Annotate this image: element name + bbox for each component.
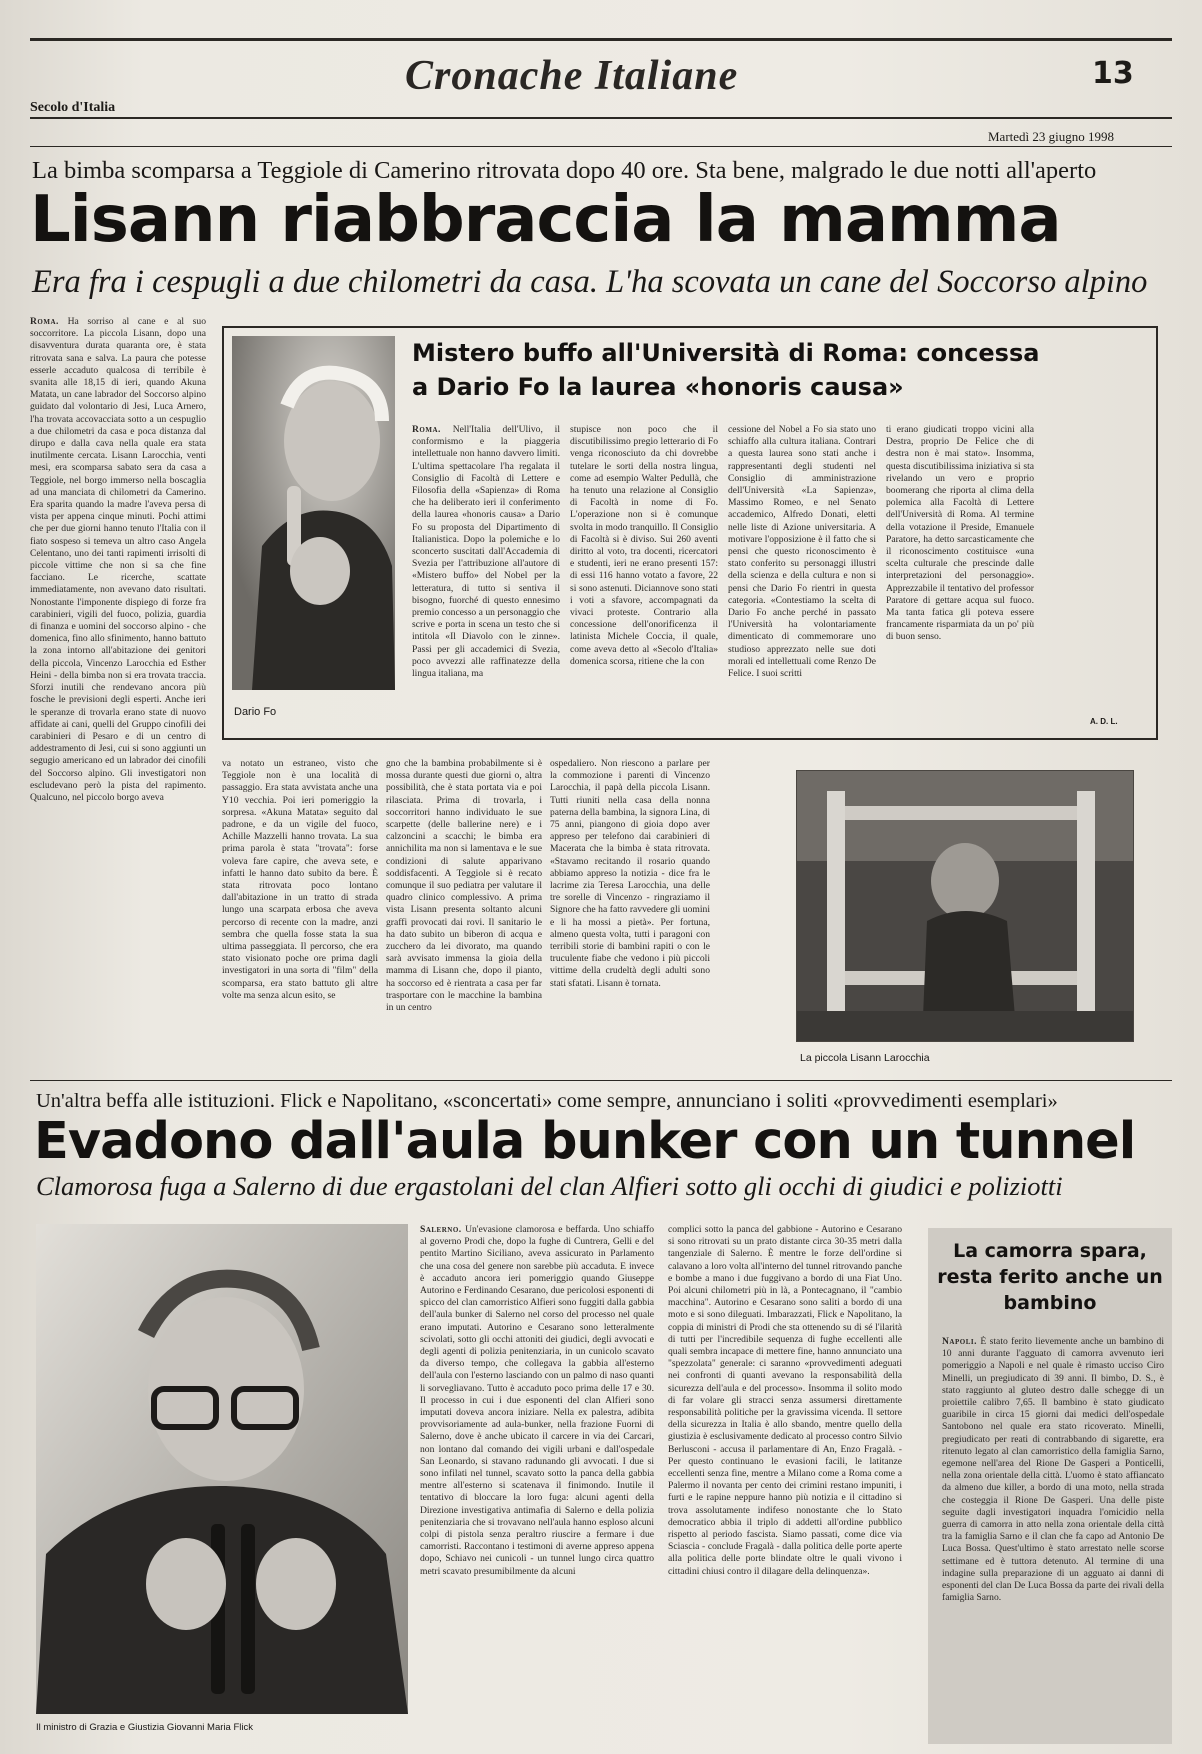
story2-dateline: Salerno. [420,1224,462,1235]
story1-text-1: Ha sorriso al cane e al suo soccorritore. La piccola Lisann, dopo una disavventura durata quaranta ore, è stata ritrovata sana e salva. La paura che potesse esserle accaduto qualcosa di terribile è svanita alle 18,15 di ieri, quando Akuna Matata, un cane labrador del Soccorso alpino guidato dal volontario di Jesi, Luca Arnero, l'ha trovata accovacciata sotto a un cespuglio a due chilometri da casa e poca distanza dal dirupo e dalla cava nella quale era stata inutilmente cercata. Lisann Larocchia, venti mesi, era scomparsa sabato sera da casa a Teggiole, nel borgo immerso nella boscaglia ad una manciata di chilometri da Camerino. Era sparita quando la madre l'aveva persa di vista per appena cinque minuti. Pochi attimi che per due giorni hanno tenuto l'Italia con il fiato sospeso si temeva un altro caso Angela Celentano, uno dei tanti rapimenti irrisolti di piccole vittime che non si sa che fine facciano. Le ricerche, scattate immediatamente, non avevano dato risultati. Nonostante l'imponente dispiego di forze fra carabinieri, vigili del fuoco, polizia, guardia di finanza e uomini del soccorso alpino - che domenica, fino allo sfinimento, hanno battuto la zona intorno all'abitazione dei genitori della piccola, Vincenzo Larocchia ed Esther Heini - della bimba non si era trovata traccia. Sforzi inutili che rendevano ancora più fosche le previsioni degli esperti. Anche ieri le speranze di trovarla erano state di nuovo affidate ai cani, quelli del Gruppo cinofili dei carabinieri di Pesaro e di un centro di addestramento di Jesi, cui si sono aggiunti un segugio americano ed un labrador dei cinofili del Soccorso alpino. Gli investigatori non escludevano però la pista del rapimento. Qualcuno, nel piccolo borgo aveva [30,316,206,803]
story1-column-2: va notato un estraneo, visto che Teggiole non è una località di passaggio. Era stata avvistata anche una Y10 vecchia. Poi ieri pomeriggio la sorpresa. «Akuna Matata» seguito dal padrone, e da un vigile del fuoco, Achille Mazzelli hanno trovata. La sua prima parola è stata "trovata": forse voleva fare capire, che aveva sete, e infatti le hanno dato subito da bere. È stata ritrovata poco lontano dall'abitazione in un tratto di strada lungo una scarpata erbosa che aveva percorso di recente con la madre, anzi sembra che quella fosse stata la sua ultima passeggiata. Il percorso, che era stato visionato poche ore prima dagli investigatori in una sorta di "film" della scomparsa, era stato battuto gli altre volte ma senza alcun esito, se [222,758,378,1001]
story2-kicker: Un'altra beffa alle istituzioni. Flick e Napolitano, «sconcertati» come sempre, annunciano i soliti «provvedimenti esemplari» [36,1090,1058,1112]
dario-fo-headline: Mistero buffo all'Università di Roma: concessa a Dario Fo la laurea «honoris causa» [412,339,1040,401]
lisann-photo-image [797,771,1133,1041]
lisann-photo-caption: La piccola Lisann Larocchia [800,1052,930,1064]
newspaper-name: Secolo d'Italia [30,100,116,115]
page-number: 13 [1092,56,1134,91]
masthead-top-rule [30,38,1172,41]
masthead-rule-1 [30,117,1172,119]
dario-fo-photo [232,336,395,690]
flick-photo-image [36,1224,408,1714]
flick-photo [36,1224,408,1714]
story1-column-3: gno che la bambina probabilmente si è mossa durante questi due giorni o, altra possibilità, che è stata portata via e poi rilasciata. Prima di trovarla, i soccorritori hanno individuato le sue scarpette (delle ballerine nere) e i calzoncini a scacchi; le bimba era annichilita ma non si lamentava e le sue condizioni di salute apparivano soddisfacenti. A Teggiole si è recato comunque il suo pediatra per valutare il quadro clinico complessivo. A prima vista Lisann presenta soltanto alcuni graffi provocati dai rovi. Il sanitario le ha dato subito un biberon di acqua e zucchero da lei divorato, ma quando sarà avvisato immensa la gioia della mamma di Lisann che, dopo il pianto, ha soccorso ed è rientrata a casa per far trasportare con le macchine la bambina in un centro [386,758,542,1014]
dario-fo-signature: A. D. L. [1090,717,1118,726]
story2-column-2: complici sotto la panca del gabbione - Autorino e Cesarano si sono ritrovati su un prato distante circa 30-35 metri dalla tangenziale di Salerno. È mentre le forze dell'ordine si calavano a loro volta all'interno del tunnel ritrovando panche e bombe a mano i due fuggivano a bordo di una Fiat Uno. Poi alcuni chilometri più in là, a Pontecagnano, il "cambio macchina". Autorino e Cesarano sono saliti a bordo di una moto e si sono dileguati. Imbarazzati, Flick e Napolitano, la coppia di ministri di Prodi che sta ottenendo su di sé l'ilarità di tutti per l'incredibile sequenza di fughe eccellenti alle quali sembra incapace di mettere fine, hanno annunciato una "spezzolata" generale: ci saranno «provvedimenti adeguati nei confronti di quanti avevano la responsabilità della sicurezza dell'aula e del processo». Insomma il solito modo di far volare gli stracci senza assumersi direttamente responsabilità politiche per la gravissima vicenda. Il settore della sicurezza in Italia è allo sbando, mentre quello della giustizia è esclusivamente dedicato al processo contro Silvio Berlusconi - accusa il parlamentare di An, Enzo Fragalà. - Per questo continuano le evasioni facili, le latitanze eccellenti senza fine, mentre a Milano come a Roma come a Palermo il novanta per cento dei crimini restano impuniti, i furti e le rapine neppure hanno più notizia e il cittadino si trova assolutamente indifeso nonostante che lo Stato democratico abbia il triplo di addetti all'ordine pubblico rispetto al periodo fascista. Siamo passati, come dice via Sciascia - conclude Fragalà - dalla politica delle porte aperte alla politica delle porte blindate oltre le quali vivono i cittadini chiusi contro il dilagare della delinquenza». [668,1224,902,1577]
story1-kicker: La bimba scomparsa a Teggiole di Camerino ritrovata dopo 40 ore. Sta bene, malgrado le due notti all'aperto [32,157,1097,184]
masthead-rule-2 [30,146,1172,147]
section-title: Cronache Italiane [405,53,739,99]
camorra-headline: La camorra spara, resta ferito anche un bambino [937,1240,1163,1314]
dario-fo-column-3: cessione del Nobel a Fo sia stato uno schiaffo alla cultura italiana. Contrari a questa laurea sono stati anche i rappresentanti degli studenti nel Consiglio di amministrazione dell'Università «La Sapienza», Massimo Romeo, e nel Senato accademico, Alfredo Donati, eletti nelle liste di Azione universitaria. A motivare l'opposizione è il fatto che si pensi che questo riconoscimento è stato conferito su personaggi illustri della scienza e della cultura e non si pensi che Dario Fo rientri in questa categoria. «Contestiamo la scelta di Dario Fo anche perché in passato l'Università ha volontariamente dimenticato di commemorare uno studioso apprezzato nelle sue doti morali ed intellettuali come Renzo De Felice. I suoi scritti [728,424,876,680]
dario-fo-column-1 [412,424,560,729]
story2-subhead: Clamorosa fuga a Salerno di due ergastolani del clan Alfieri sotto gli occhi di giudici e poliziotti [36,1171,1063,1201]
lisann-photo [796,770,1134,1042]
story-separator [30,1080,1172,1081]
story1-column-4: ospedaliero. Non riescono a parlare per la commozione i parenti di Vincenzo Larocchia, il papà della piccola Lisann. Tutti riuniti nella casa della nonna paterna della bambina, la signora Lina, di 75 anni, piangono di gioia dopo aver appreso per telefono dai carabinieri di Macerata che la bimba è stata ritrovata. «Stavamo recitando il rosario quando abbiamo appreso la notizia - dice fra le lacrime zia Teresa Larocchia, una delle tre sorelle di Vincenzo - ringraziamo il Signore che ha fatto ravvedere gli uomini e li ha mossi a pietà». Per fortuna, almeno questa volta, tutti i paragoni con terribili storie di bambini rapiti o con le truculente fiabe che vedono i più piccoli vittime della crudeltà degli adulti sono stati sfatati. Lisann è tornata. [550,758,710,989]
story1-dateline: Roma. [30,316,59,327]
story1-headline: Lisann riabbraccia la mamma [30,183,1061,257]
story2-column-1 [420,1224,654,1744]
story2-headline: Evadono dall'aula bunker con un tunnel [34,1112,1136,1171]
dario-fo-photo-image [232,336,395,690]
dario-fo-dateline: Roma. [412,424,441,435]
dario-fo-column-2: stupisce non poco che il discutibilissimo pregio letterario di Fo venga riconosciuto da chi dovrebbe tutelare le sorti della nostra lingua, come ad esempio Walter Pedullà, che ha tenuto una relazione al Consiglio di Facoltà in nome di Fo. L'operazione non si è comunque svolta in modo tranquillo. Il Consiglio di Facoltà si è diviso. Sui 260 aventi diritto al voto, tra docenti, ricercatori e studenti, ieri ne erano presenti 157: di essi 116 hanno votato a favore, 22 si sono astenuti. Diciannove sono stati i voti a sfavore, accompagnati da vivaci proteste. Contrario alla concessione dell'onorificenza il latinista Michele Coccia, il quale, come aveva detto al «Secolo d'Italia» domenica scorsa, ritiene che la con [570,424,718,667]
camorra-text: È stato ferito lievemente anche un bambino di 10 anni durante l'agguato di camorra avvenuto ieri pomeriggio a Napoli e nel quale è rimasto ucciso Ciro Minelli, un pregiudicato di 39 anni. Il bimbo, D. S., è stato raggiunto al gluteo destro dalle schegge di un proiettile calibro 7,65. Il bambino è stato giudicato guaribile in circa 15 giorni dai medici dell'ospedale Santobono nel quale era stato ricoverato. Minelli, pregiudicato per reati di contrabbando di sigarette, era ritenuto legato al clan camorristico della famiglia Sarno, egemone nell'area del Rione De Gasperi a Ponticelli, nella zona orientale della città. L'uomo è stato affiancato da almeno due killer, a bordo di una moto, nella strada che costeggia il Rione De Gasperi. Una delle piste seguite dagli investigatori inquadra l'omicidio nella guerra di camorra in atto nella zona orientale della città tra la famiglia Sarno e il clan che fa capo ad Antonio De Luca Bossa. Quest'ultimo è stato arrestato nelle scorse settimane ed è tuttora detenuto. Al termine di una indagine sulla preparazione di un agguato ai danni di esponenti del clan De Luca Bossa da parte dei rivali della famiglia Sarno. [942,1336,1164,1604]
dario-fo-column-4: ti erano giudicati troppo vicini alla Destra, proprio De Felice che di destra non è mai stato». Insomma, questa discutibilissima iniziativa si sta rivelando un vero e proprio boomerang che riporta al clima della polemica alla Facoltà di Lettere dell'Università di Roma. Al termine della votazione il Preside, Emanuele Paratore, ha detto sarcasticamente che il riconoscimento costituisce «una scelta culturale che prescinde dalle interpretazioni del personaggio». Apprezzabile il tentativo del professor Paratore di gettare acqua sul fuoco. Ma tanta fatica gli poteva essere francamente risparmiata da un po' più di buon senso. [886,424,1034,643]
dario-fo-photo-caption: Dario Fo [234,706,277,718]
story2-text-1: Un'evasione clamorosa e beffarda. Uno schiaffo al governo Prodi che, dopo la fughe di Cuntrera, Gelli e del pentito Martino Siciliano, aveva assicurato in Parlamento che una cosa del genere non sarebbe più accaduta. E invece è accaduto ancora ieri pomeriggio quando Giuseppe Autorino e Ferdinando Cesarano, due pericolosi esponenti di spicco del clan camorristico Alfieri sono fuggiti dalla gabbia dell'aula bunker di Salerno nel corso del processo nel quale erano imputati. Autorino e Cesarano sono letteralmente scivolati, sotto gli occhi attoniti dei giudici, degli avvocati e degli agenti di polizia penitenziaria, in un cunicolo scavato da diverso tempo, che collegava la gabbia all'esterno dell'aula con l'esterno lasciando con un palmo di naso quanti li sorvegliavano. Tutto è accaduto poco prima delle 17 e 30. Il processo in cui i due esponenti del clan Alfieri sono imputati doveva ancora iniziare. Nella ex palestra, adibita provvisoriamente ad aula-bunker, nella frazione Fuorni di Salerno, dove è anche ubicato il carcere in via dei Carcari, non lontano dal comando dei vigili urbani e dall'ospedale San Leonardo, si stavano radunando gli avvocati. I due si sono infilati nel tunnel, scavato sotto la panca della gabbia mentre all'esterno si scatenava il finimondo. Inutile il tentativo di bloccare la loro fuga: alcuni agenti della Direzione investigativa antimafia di Salerno e della polizia penitenziaria che si trovavano nell'aula hanno esploso alcuni colpi di pistola senza peraltro riuscire a fermare i due camorristi. Raccontano i testimoni di averne appreso appena dopo, Schiavo nei cunicoli - un tunnel lungo circa quattro metri scavato presumibilmente da alcuni [420,1224,654,1577]
flick-photo-caption: Il ministro di Grazia e Giustizia Giovanni Maria Flick [36,1722,253,1733]
issue-date: Martedì 23 giugno 1998 [988,129,1115,144]
camorra-column [942,1336,1164,1740]
story1-subhead: Era fra i cespugli a due chilometri da casa. L'ha scovata un cane del Soccorso alpino [32,264,1148,300]
camorra-dateline: Napoli. [942,1336,977,1347]
dario-fo-text-1: Nell'Italia dell'Ulivo, il conformismo e la piaggeria intellettuale non hanno davvero limiti. L'ultima spettacolare l'ha regalata il Consiglio di Facoltà di Lettere e Filosofia della «Sapienza» di Roma che ha deliberato ieri il conferimento della laurea «honoris causa» a Dario Fo su proposta del Dipartimento di Italianistica. Dopo la polemiche e lo sconcerto suscitati dall'Accademia di Svezia per l'attribuzione all'autore di «Mistero buffo» del Nobel per la letteratura, di tutto si sentiva il bisogno, fuorché di questo ennesimo premio concesso a un personaggio che scrive e porta in scena un testo che si intitola «Il Diavolo con le zinne». Passi per gli accademici di Svezia, poco avvezzi alle raffinatezze della lingua italiana, ma [412,424,560,680]
